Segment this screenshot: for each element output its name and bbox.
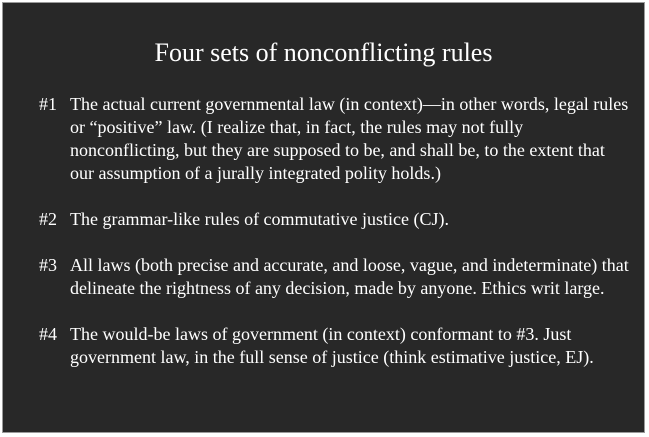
slide-title: Four sets of nonconflicting rules	[154, 38, 493, 67]
rule-number: #1	[39, 94, 57, 114]
rule-text: All laws (both precise and accurate, and loose, vague, and indeterminate) that delineate the rightness of any decision, made by anyone. Ethics writ large.	[70, 255, 629, 298]
rule-number: #2	[39, 209, 57, 229]
rule-item-4	[39, 323, 629, 369]
rule-number: #3	[39, 255, 57, 275]
rule-list	[39, 93, 629, 392]
rule-item-2	[39, 208, 629, 231]
rule-text: The would-be laws of government (in context) conformant to #3. Just government law, in the full sense of justice (think estimative justice, EJ).	[70, 324, 594, 367]
rule-number: #4	[39, 324, 57, 344]
rule-text: The actual current governmental law (in context)—in other words, legal rules or “positive” law. (I realize that, in fact, the rules may not fully nonconflicting, but they are supposed to be, and shall be, to the extent that our assumption of a jurally integrated polity holds.)	[70, 94, 629, 183]
rule-item-3	[39, 254, 629, 300]
slide	[2, 2, 645, 433]
rule-text: The grammar-like rules of commutative justice (CJ).	[70, 209, 450, 229]
rule-item-1	[39, 93, 629, 185]
